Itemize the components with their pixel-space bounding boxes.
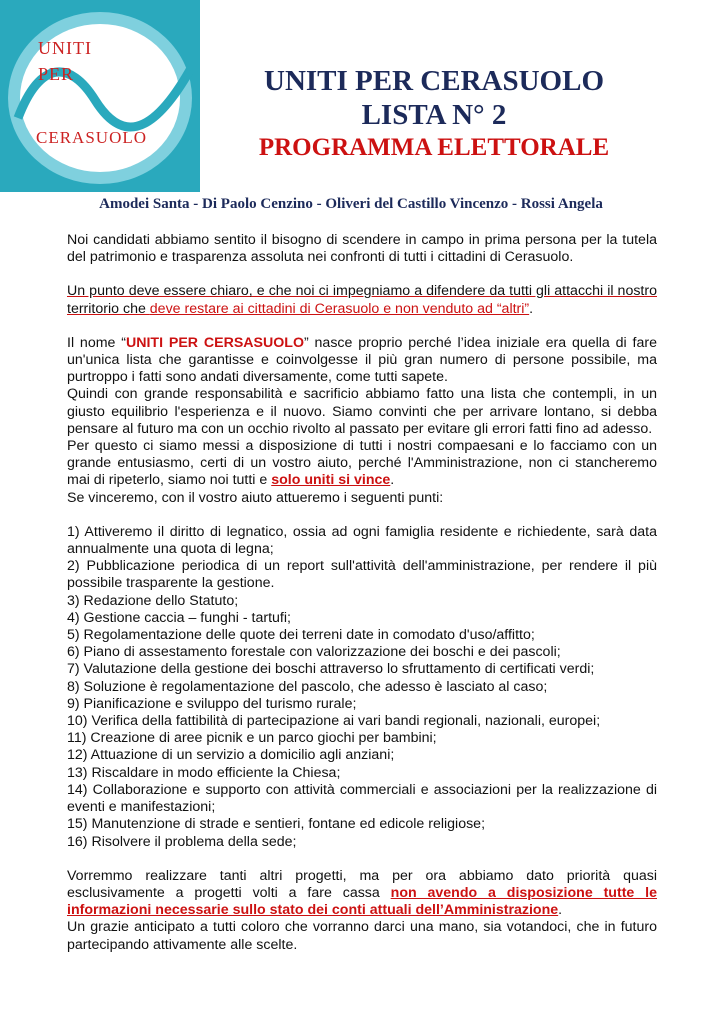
list-item: 8) Soluzione è regolamentazione del pascolo, che adesso è lasciato al caso; — [67, 678, 548, 695]
name-text-start: Il nome “ — [67, 334, 126, 351]
candidate-names: Amodei Santa - Di Paolo Cenzino - Oliveri del Castillo Vincenzo - Rossi Angela — [99, 196, 603, 212]
logo-text-cerasuolo: CERASUOLO — [36, 128, 148, 147]
list-item: 7) Valutazione della gestione dei boschi attraverso lo sfruttamento di certificati verdi; — [67, 661, 595, 678]
list-item: 5) Regolamentazione delle quote dei terreni date in comodato d'uso/affitto; — [67, 627, 535, 644]
logo — [0, 0, 200, 192]
paragraph-territory — [67, 283, 657, 317]
list-item: 3) Redazione dello Statuto; — [67, 592, 239, 609]
name-text-end: ” nasce proprio perché l’idea iniziale era quella di fare un'unica lista che garantisse e coinvolgesse il più gran numero di persone possibile, ma purtroppo i fatti sono andati diversamente, come tutti sapete. — [67, 334, 657, 386]
paragraph-availability — [67, 438, 657, 490]
paragraph-intro: Noi candidati abbiamo sentito il bisogno di scendere in campo in prima persona per la tutela del patrimonio e trasparenza assoluta nei confronti di tutti i cittadini di Cerasuolo. — [67, 232, 657, 266]
name-highlight: UNITI PER CERSASUOLO — [125, 334, 304, 351]
projects-highlight: non avendo a disposizione tutte le informazioni necessarie sullo stato dei conti attuali dell’Amministrazione — [67, 884, 657, 919]
paragraph-projects — [67, 868, 657, 920]
paragraph-thanks: Un grazie anticipato a tutti coloro che vorranno darci una mano, sia votandoci, che in futuro partecipando attivamente alle scelte. — [67, 919, 657, 953]
list-item: 6) Piano di assestamento forestale con valorizzazione dei boschi e dei pascoli; — [67, 644, 561, 661]
availability-end: . — [390, 472, 395, 489]
list-item: 14) Collaborazione e supporto con attività commerciali e associazioni per la realizzazione di eventi e manifestazioni; — [67, 781, 657, 816]
program-list — [67, 524, 657, 851]
paragraph-points-intro: Se vinceremo, con il vostro aiuto attueremo i seguenti punti: — [67, 489, 444, 506]
document-body — [67, 232, 657, 954]
list-item: 4) Gestione caccia – funghi - tartufi; — [67, 609, 291, 626]
list-item: 11) Creazione di aree picnik e un parco giochi per bambini; — [67, 730, 437, 747]
list-item: 13) Riscaldare in modo efficiente la Chiesa; — [67, 764, 341, 781]
projects-text: Vorremmo realizzare tanti altri progetti, ma per ora abbiamo dato priorità quasi esclusivamente a progetti volti a fare cassa — [67, 867, 657, 901]
list-item: 2) Pubblicazione periodica di un report sull'attività dell'amministrazione, per rendere il più possibile trasparente la gestione. — [67, 558, 657, 592]
projects-end: . — [558, 902, 563, 919]
main-title: UNITI PER CERASUOLO — [264, 65, 604, 97]
territory-text: Un punto deve essere chiaro, e che noi ci impegniamo a difendere da tutti gli attacchi il nostro territorio che — [67, 283, 657, 317]
list-item: 15) Manutenzione di strade e sentieri, fontane ed edicole religiose; — [67, 816, 486, 833]
logo-text-uniti: UNITI — [38, 38, 92, 58]
list-number: LISTA N° 2 — [361, 99, 507, 131]
title-block — [200, 64, 668, 164]
list-item: 16) Risolvere il problema della sede; — [67, 833, 297, 850]
list-item: 10) Verifica della fattibilità di partecipazione ai vari bandi regionali, nazionali, europei; — [67, 713, 601, 730]
list-item: 1) Attiveremo il diritto di legnatico, ossia ad ogni famiglia residente e richiedente, sarà data annualmente una quota di legna; — [67, 523, 657, 558]
list-item: 9) Pianificazione e sviluppo del turismo rurale; — [67, 695, 357, 712]
availability-highlight: solo uniti si vince — [271, 472, 391, 489]
logo-graphic — [0, 0, 200, 192]
territory-end: . — [529, 300, 534, 317]
paragraph-name — [67, 335, 657, 387]
availability-text: Per questo ci siamo messi a disposizione di tutti i nostri compaesani e lo facciamo con un grande entusiasmo, certi di un vostro aiuto, perché l'Amministrazione, non ci stancheremo mai di ripeterlo, siamo noi tutti e — [67, 438, 657, 489]
logo-text-per: PER — [38, 64, 75, 84]
paragraph-responsibility: Quindi con grande responsabilità e sacrificio abbiamo fatto una lista che contempli, in un giusto equilibrio l'esperienza e il nuovo. Siamo convinti che per arrivare lontano, si debba pensare al futuro ma con un occhio rivolto al passato per evitare gli errori fatti fino ad adesso. — [67, 386, 657, 437]
list-item: 12) Attuazione di un servizio a domicilio agli anziani; — [67, 747, 395, 764]
program-title: PROGRAMMA ELETTORALE — [258, 134, 610, 161]
territory-highlight: deve restare ai cittadini di Cerasuolo e non venduto ad “altri” — [149, 300, 530, 317]
